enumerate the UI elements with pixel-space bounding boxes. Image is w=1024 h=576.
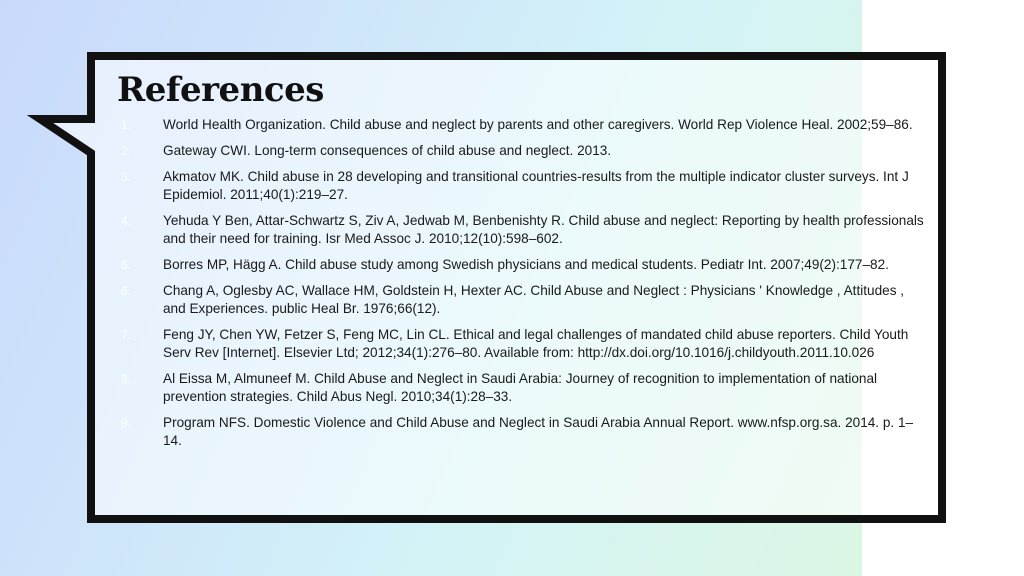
reference-number: 4. [121,214,132,228]
list-item [117,370,929,406]
list-item [117,142,929,160]
reference-text: Yehuda Y Ben, Attar-Schwartz S, Ziv A, Jedwab M, Benbenishty R. Child abuse and neglect: Reporting by health professionals and their need for training. Isr Med Assoc J. 2010;12(10):598–602. [163,213,924,246]
reference-number: 9. [121,416,132,430]
reference-number: 8. [121,372,132,386]
reference-text: Gateway CWI. Long-term consequences of child abuse and neglect. 2013. [163,143,612,158]
reference-number: 3. [121,170,132,184]
page-title: References [117,70,324,110]
reference-text: World Health Organization. Child abuse and neglect by parents and other caregivers. World Rep Violence Heal. 2002;59–86. [163,117,913,132]
references-content [117,70,929,510]
list-item [117,212,929,248]
reference-text: Program NFS. Domestic Violence and Child Abuse and Neglect in Saudi Arabia Annual Report. www.nfsp.org.sa. 2014. p. 1–14. [163,415,914,448]
reference-text: Al Eissa M, Almuneef M. Child Abuse and Neglect in Saudi Arabia: Journey of recognition to implementation of national prevention strategies. Child Abus Negl. 2010;34(1):28–33. [163,371,878,404]
reference-text: Borres MP, Hägg A. Child abuse study among Swedish physicians and medical students. Pediatr Int. 2007;49(2):177–82. [163,257,889,272]
reference-list [117,116,929,450]
reference-text: Feng JY, Chen YW, Fetzer S, Feng MC, Lin CL. Ethical and legal challenges of mandated child abuse reporters. Child Youth Serv Rev [Internet]. Elsevier Ltd; 2012;34(1):276–80. Available from: http://dx.doi.org/10.1016/j.childyouth.2011.10.026 [163,327,909,360]
reference-number: 1. [121,118,132,132]
reference-text: Akmatov MK. Child abuse in 28 developing and transitional countries-results from the multiple indicator cluster surveys. Int J Epidemiol. 2011;40(1):219–27. [163,169,909,202]
list-item [117,282,929,318]
reference-number: 7. [121,328,132,342]
reference-number: 6. [121,284,132,298]
reference-number: 2. [121,144,132,158]
list-item [117,414,929,450]
list-item [117,256,929,274]
list-item [117,326,929,362]
list-item [117,168,929,204]
reference-number: 5. [121,258,132,272]
reference-text: Chang A, Oglesby AC, Wallace HM, Goldstein H, Hexter AC. Child Abuse and Neglect : Physicians ' Knowledge , Attitudes , and Experiences. public Heal Br. 1976;66(12). [163,283,905,316]
list-item [117,116,929,134]
